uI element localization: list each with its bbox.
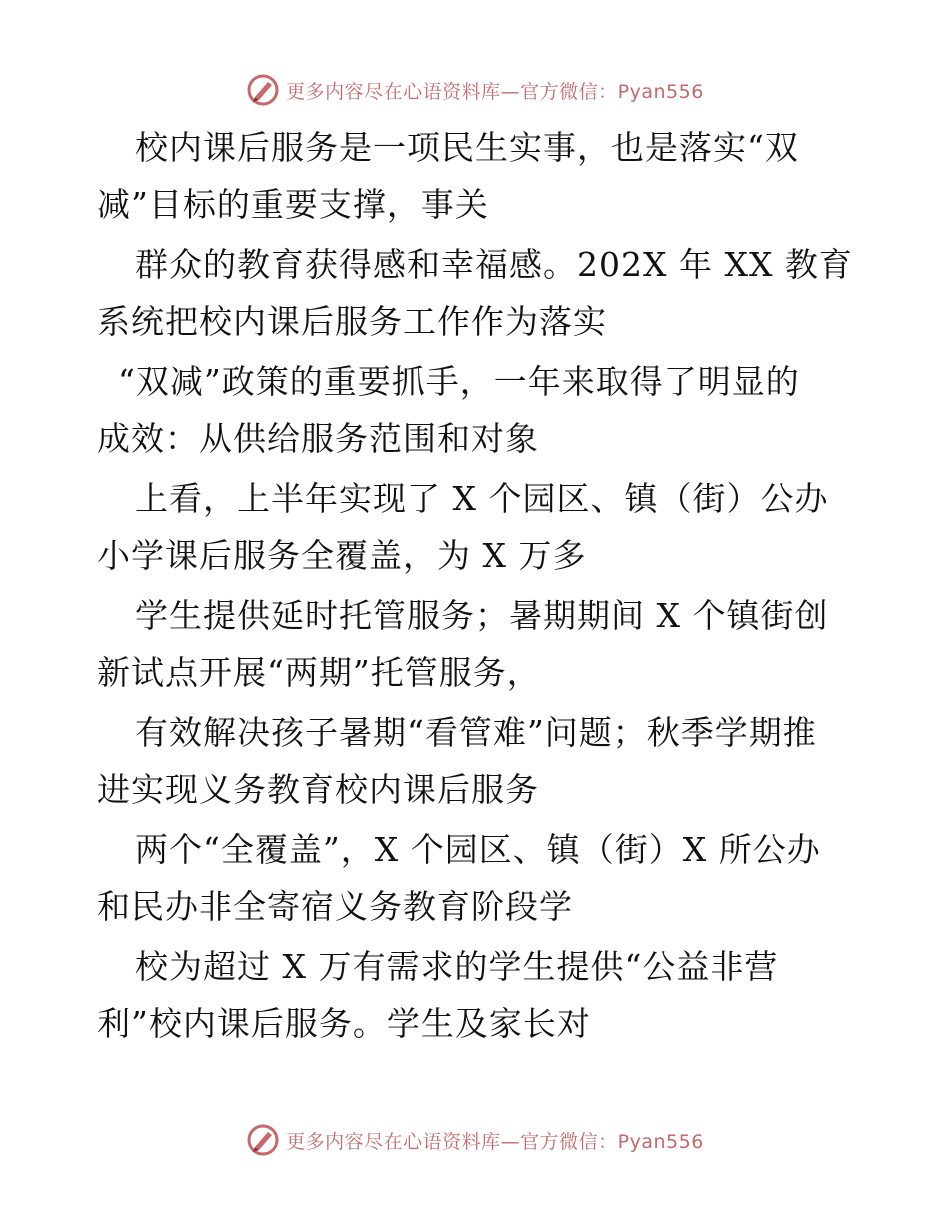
- header-watermark: [0, 70, 950, 110]
- pen-logo-icon: [246, 73, 280, 107]
- text-line: 两个“全覆盖”，X 个园区、镇（街）X 所公办: [135, 830, 821, 869]
- watermark-text: 更多内容尽在心语资料库—官方微信：Pyan556: [286, 1130, 704, 1153]
- text-line: 减”目标的重要支撑，事关: [97, 185, 489, 224]
- text-line: 新试点开展“两期”托管服务，: [97, 653, 541, 692]
- pen-logo-icon: [246, 1123, 280, 1157]
- text-line: 校为超过 X 万有需求的学生提供“公益非营: [135, 947, 779, 986]
- text-line: 和民办非全寄宿义务教育阶段学: [97, 887, 573, 926]
- text-line: 群众的教育获得感和幸福感。202X 年 XX 教育: [135, 245, 853, 284]
- text-line: 进实现义务教育校内课后服务: [97, 770, 539, 809]
- text-line: 小学课后服务全覆盖，为 X 万多: [97, 536, 587, 575]
- text-line: 成效：从供给服务范围和对象: [97, 419, 539, 458]
- text-line: 校内课后服务是一项民生实事，也是落实“双: [135, 128, 799, 167]
- text-line: 利”校内课后服务。学生及家长对: [97, 1004, 591, 1043]
- text-line: 有效解决孩子暑期“看管难”问题；秋季学期推: [135, 713, 817, 752]
- watermark-text: 更多内容尽在心语资料库—官方微信：Pyan556: [286, 80, 704, 103]
- text-line: “双减”政策的重要抓手，一年来取得了明显的: [118, 362, 800, 401]
- text-line: 系统把校内课后服务工作作为落实: [97, 302, 607, 341]
- text-line: 上看，上半年实现了 X 个园区、镇（街）公办: [135, 479, 829, 518]
- footer-watermark: [0, 1120, 950, 1160]
- text-line: 学生提供延时托管服务；暑期期间 X 个镇街创: [135, 596, 829, 635]
